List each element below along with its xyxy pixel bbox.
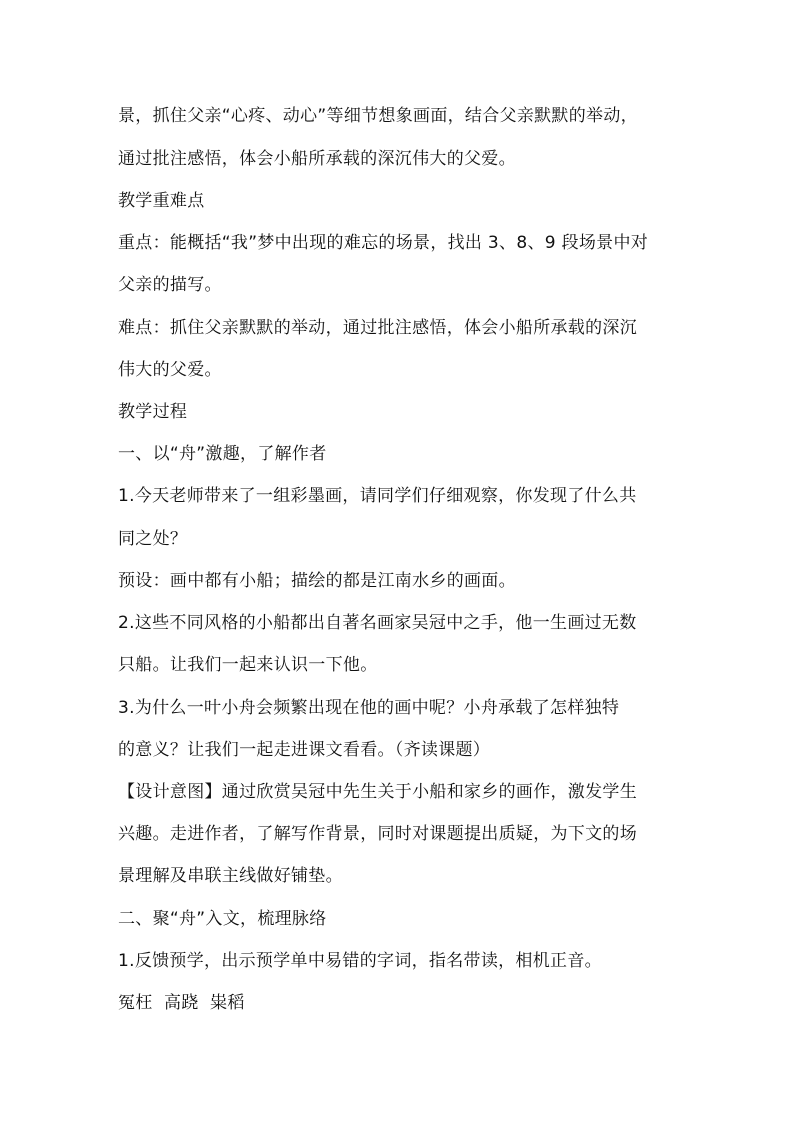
subheading-part-two: 二、聚“舟”入文，梳理脉络 xyxy=(118,909,327,929)
text-line-1: 景，抓住父亲“心疼、动心”等细节想象画面，结合父亲默默的举动， xyxy=(118,106,638,126)
text-line-difficulty-cont: 伟大的父爱。 xyxy=(118,360,222,380)
text-line-design-intent: 【设计意图】通过欣赏吴冠中先生关于小船和家乡的画作，激发学生 xyxy=(118,782,637,802)
subheading-part-one: 一、以“舟”激趣，了解作者 xyxy=(118,444,327,464)
text-line-2: 通过批注感悟，体会小船所承载的深沉伟大的父爱。 xyxy=(118,149,516,169)
text-line-feedback: 1.反馈预学，出示预学单中易错的字词，指名带读，相机正音。 xyxy=(118,951,602,971)
text-line-key-point: 重点：能概括“我”梦中出现的难忘的场景，找出 3、8、9 段场景中对 xyxy=(118,233,649,253)
section-heading-process: 教学过程 xyxy=(118,402,188,422)
section-heading-key-points: 教学重难点 xyxy=(118,191,205,211)
text-line-item-1: 1.今天老师带来了一组彩墨画，请同学们仔细观察，你发现了什么共 xyxy=(118,486,637,506)
text-line-preset: 预设：画中都有小船；描绘的都是江南水乡的画面。 xyxy=(118,571,516,591)
text-line-design-intent-cont: 兴趣。走进作者，了解写作背景，同时对课题提出质疑，为下文的场 xyxy=(118,824,637,844)
text-line-key-point-cont: 父亲的描写。 xyxy=(118,275,222,295)
text-line-item-1-cont: 同之处？ xyxy=(118,529,188,549)
text-line-design-intent-end: 景理解及串联主线做好铺垫。 xyxy=(118,866,343,886)
text-line-item-2-cont: 只船。让我们一起来认识一下他。 xyxy=(118,655,378,675)
text-line-difficulty: 难点：抓住父亲默默的举动，通过批注感悟，体会小船所承载的深沉 xyxy=(118,318,637,338)
text-line-item-3-cont: 的意义？让我们一起走进课文看看。（齐读课题） xyxy=(118,740,491,760)
text-line-vocabulary: 冤枉 高跷 粜稻 xyxy=(118,993,245,1013)
text-line-item-3: 3.为什么一叶小舟会频繁出现在他的画中呢？小舟承载了怎样独特 xyxy=(118,698,620,718)
text-line-item-2: 2.这些不同风格的小船都出自著名画家吴冠中之手，他一生画过无数 xyxy=(118,613,637,633)
